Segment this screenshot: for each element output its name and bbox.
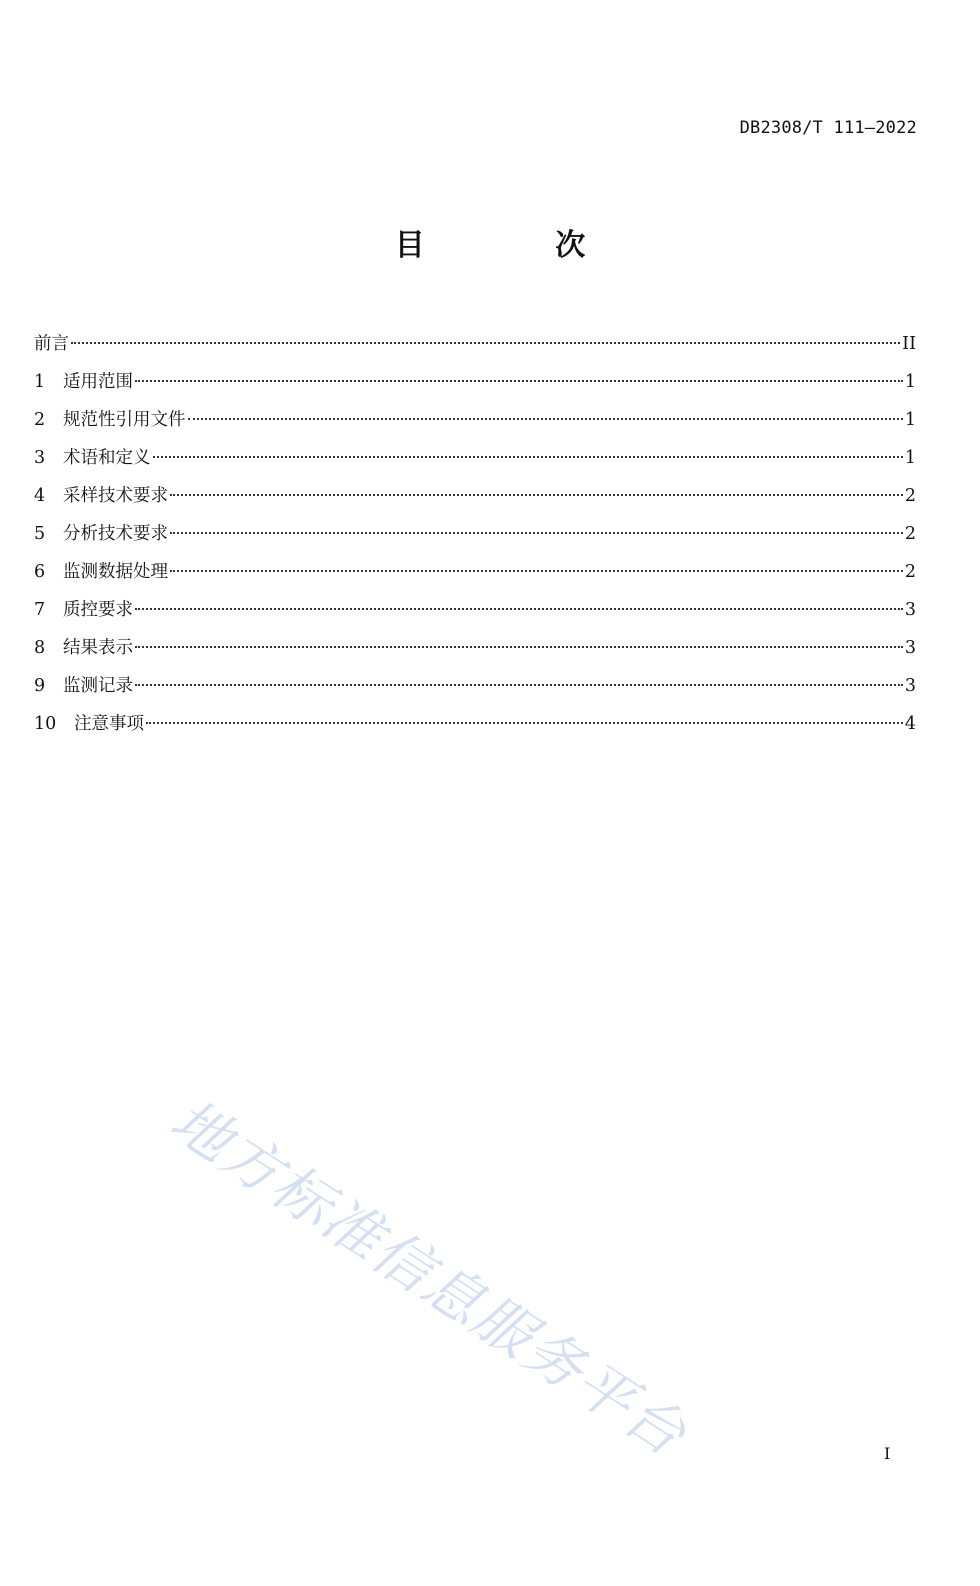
toc-entry-page: 3: [904, 638, 916, 658]
toc-entry-number: 6: [34, 562, 46, 582]
table-of-contents: [34, 325, 916, 743]
document-code: DB2308/T 111—2022: [739, 118, 917, 138]
toc-entry[interactable]: [34, 553, 916, 591]
dot-leader: [71, 325, 900, 349]
toc-entry-number: 3: [34, 448, 46, 468]
watermark: 地方标准信息服务平台: [158, 1085, 700, 1470]
page-title: 目 次: [394, 228, 646, 263]
toc-entry-page: II: [902, 334, 916, 354]
toc-entry-label: 规范性引用文件: [63, 410, 186, 430]
dot-leader: [170, 477, 903, 501]
toc-entry-label: 注意事项: [74, 714, 144, 734]
toc-entry-label: 适用范围: [63, 372, 133, 392]
toc-entry-page: 2: [904, 562, 916, 582]
dot-leader: [188, 401, 903, 425]
toc-entry-label: 质控要求: [63, 600, 133, 620]
dot-leader: [153, 439, 903, 463]
toc-entry-page: 2: [904, 486, 916, 506]
toc-entry[interactable]: [34, 515, 916, 553]
toc-entry-page: 3: [904, 676, 916, 696]
toc-entry-page: 4: [904, 714, 916, 734]
toc-entry-page: 1: [904, 410, 916, 430]
toc-entry-label: 监测数据处理: [63, 562, 168, 582]
toc-entry-number: 10: [34, 714, 57, 734]
toc-entry[interactable]: [34, 439, 916, 477]
toc-entry-page: 1: [904, 372, 916, 392]
toc-entry-page: 2: [904, 524, 916, 544]
dot-leader: [170, 515, 903, 539]
toc-entry-number: 5: [34, 524, 46, 544]
dot-leader: [170, 553, 903, 577]
toc-entry-label: 采样技术要求: [63, 486, 168, 506]
toc-entry[interactable]: [34, 401, 916, 439]
dot-leader: [135, 363, 903, 387]
toc-entry-number: 8: [34, 638, 46, 658]
dot-leader: [135, 629, 903, 653]
toc-entry[interactable]: [34, 667, 916, 705]
toc-entry-number: 2: [34, 410, 46, 430]
toc-entry-number: 1: [34, 372, 46, 392]
toc-entry-label: 结果表示: [63, 638, 133, 658]
toc-entry[interactable]: [34, 363, 916, 401]
toc-entry-label: 前言: [34, 334, 69, 354]
toc-entry-label: 术语和定义: [63, 448, 151, 468]
dot-leader: [135, 591, 903, 615]
toc-entry-number: 7: [34, 600, 46, 620]
toc-entry-label: 监测记录: [63, 676, 133, 696]
toc-entry-page: 3: [904, 600, 916, 620]
toc-entry-number: 4: [34, 486, 46, 506]
dot-leader: [146, 705, 903, 729]
toc-entry-preface[interactable]: [34, 325, 916, 363]
toc-entry-number: 9: [34, 676, 46, 696]
dot-leader: [135, 667, 903, 691]
page-number: I: [884, 1444, 891, 1463]
toc-entry-label: 分析技术要求: [63, 524, 168, 544]
toc-entry-page: 1: [904, 448, 916, 468]
toc-entry[interactable]: [34, 477, 916, 515]
toc-entry[interactable]: [34, 705, 916, 743]
toc-entry[interactable]: [34, 591, 916, 629]
toc-entry[interactable]: [34, 629, 916, 667]
